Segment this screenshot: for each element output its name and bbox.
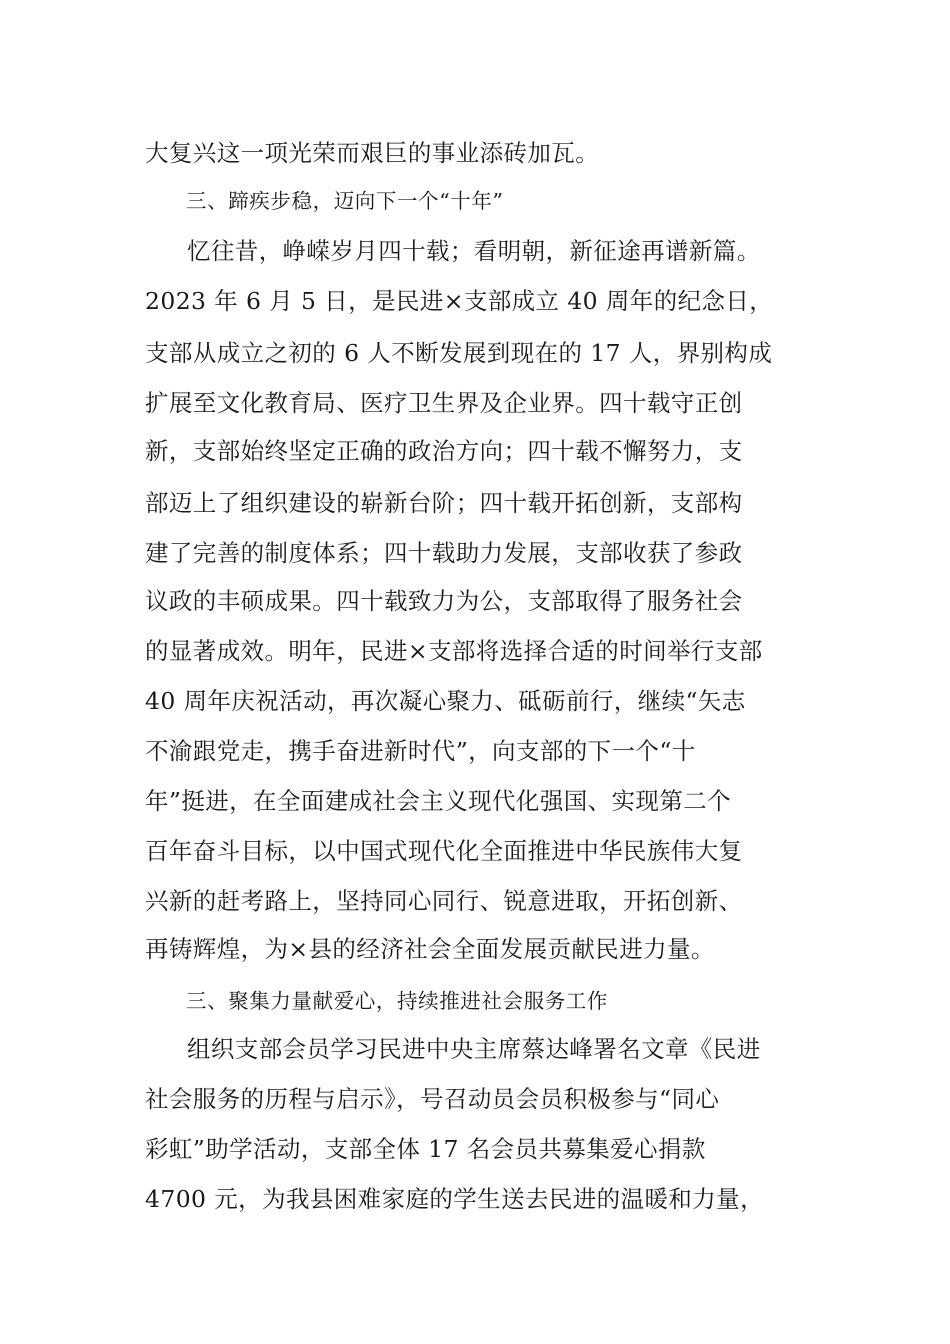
text-line: 兴新的赶考路上，坚持同心同行、锐意进取，开拓创新、 xyxy=(145,887,743,915)
text-line: 的显著成效。明年，民进×支部将选择合适的时间举行支部 xyxy=(145,637,763,665)
text-line: 大复兴这一项光荣而艰巨的事业添砖加瓦。 xyxy=(145,139,600,167)
text-line: 再铸辉煌，为×县的经济社会全面发展贡献民进力量。 xyxy=(145,935,715,963)
text-line: 议政的丰硕成果。四十载致力为公，支部取得了服务社会 xyxy=(145,587,743,615)
text-line: 建了完善的制度体系；四十载助力发展，支部收获了参政 xyxy=(145,539,743,567)
text-line: 社会服务的历程与启示》，号召动员会员积极参与“同心 xyxy=(145,1085,720,1113)
paragraph-first-line: 忆往昔，峥嵘岁月四十载；看明朝，新征途再谱新篇。 xyxy=(187,237,761,265)
text-line: 彩虹”助学活动，支部全体 17 名会员共募集爱心捐款 xyxy=(145,1135,706,1163)
text-line: 部迈上了组织建设的崭新台阶；四十载开拓创新，支部构 xyxy=(145,489,743,517)
section-heading: 三、蹄疾步稳，迈向下一个“十年” xyxy=(186,189,504,213)
text-line: 年”挺进，在全面建成社会主义现代化强国、实现第二个 xyxy=(145,787,732,815)
section-heading: 三、聚集力量献爱心，持续推进社会服务工作 xyxy=(186,989,608,1013)
text-line: 百年奋斗目标，以中国式现代化全面推进中华民族伟大复 xyxy=(145,837,743,865)
text-line: 扩展至文化教育局、医疗卫生界及企业界。四十载守正创 xyxy=(145,389,743,417)
text-line: 2023 年 6 月 5 日，是民进×支部成立 40 周年的纪念日， xyxy=(145,287,774,315)
text-line: 支部从成立之初的 6 人不断发展到现在的 17 人，界别构成 xyxy=(145,339,773,367)
text-line: 不渝跟党走，携手奋进新时代”，向支部的下一个“十 xyxy=(145,737,696,765)
paragraph-first-line: 组织支部会员学习民进中央主席蔡达峰署名文章《民进 xyxy=(187,1035,761,1063)
text-line: 4700 元，为我县困难家庭的学生送去民进的温暖和力量， xyxy=(145,1185,764,1213)
text-line: 新，支部始终坚定正确的政治方向；四十载不懈努力，支 xyxy=(145,437,743,465)
text-line: 40 周年庆祝活动，再次凝心聚力、砥砺前行，继续“矢志 xyxy=(145,687,746,715)
